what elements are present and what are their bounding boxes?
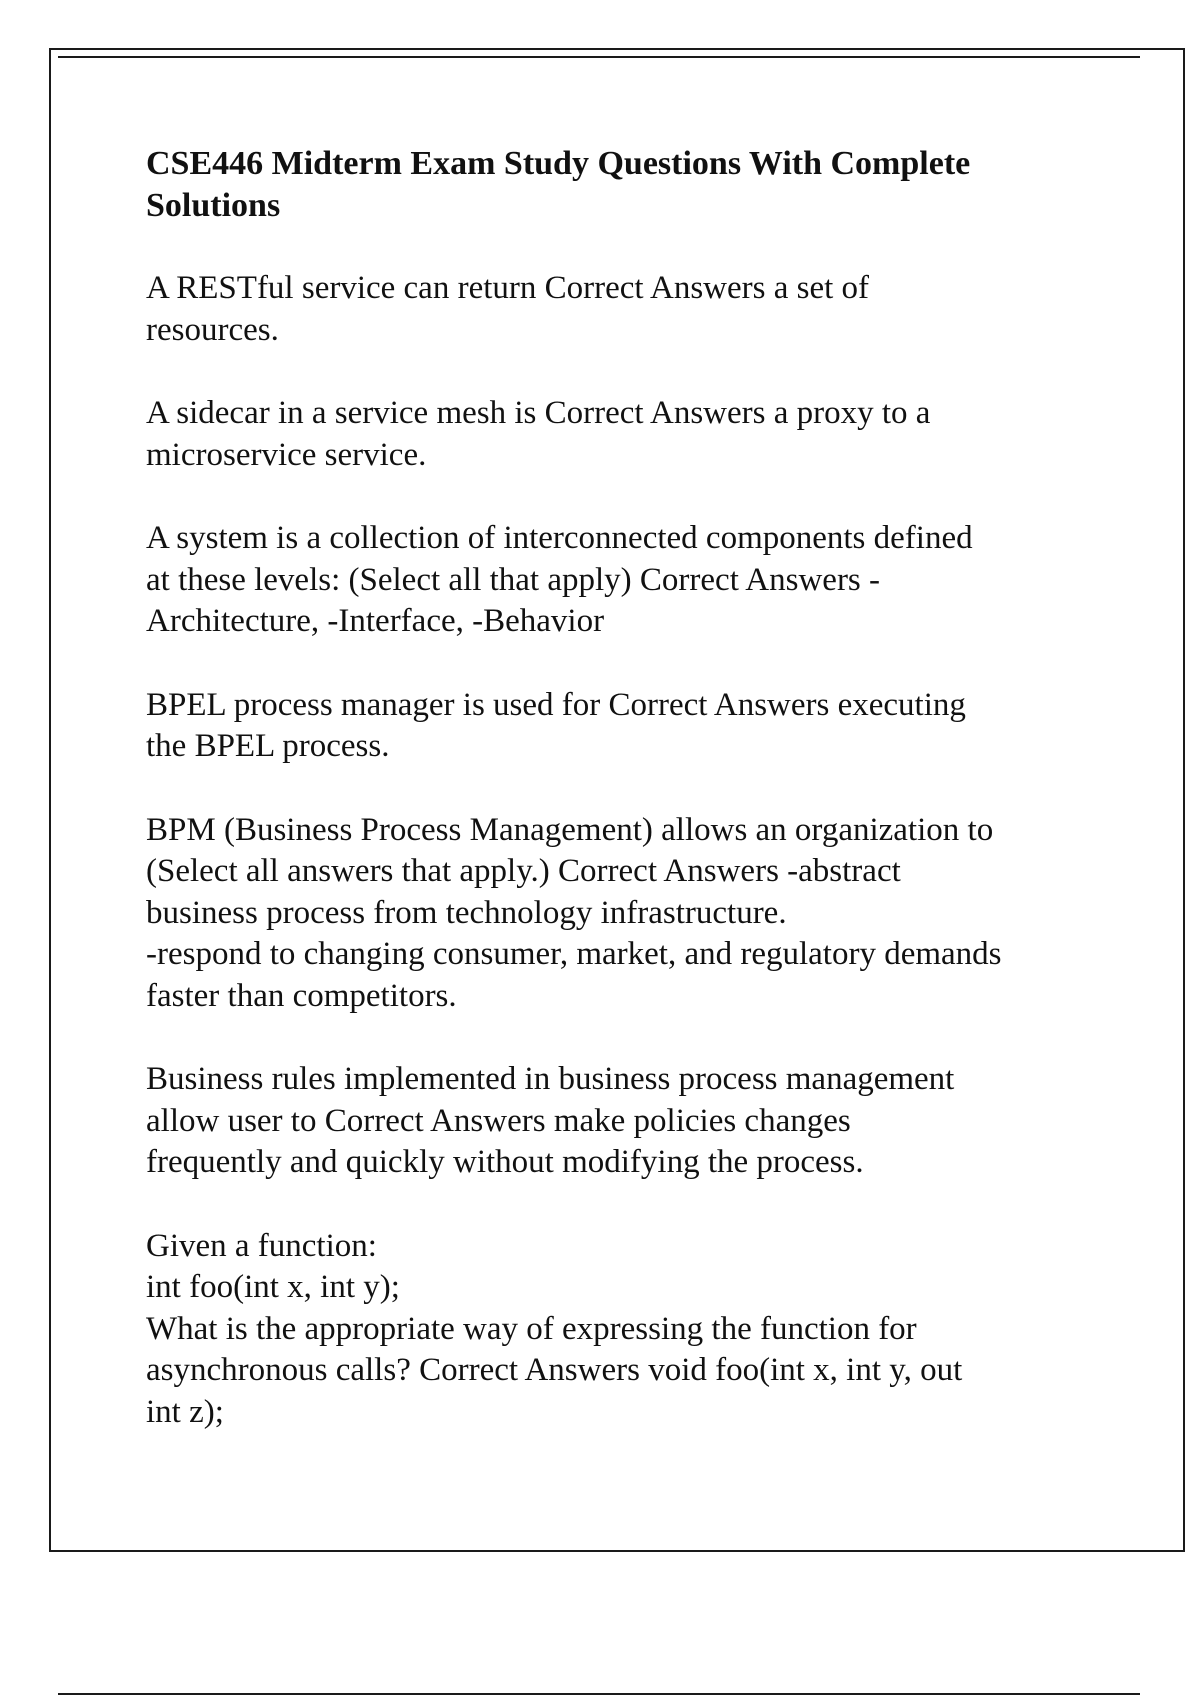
qa-item-restful: A RESTful service can return Correct Answers a set of resources.: [146, 270, 870, 348]
document-body: [146, 143, 1106, 1475]
qa-item-bpel: BPEL process manager is used for Correct Answers executing the BPEL process.: [146, 686, 966, 764]
qa-item-system-levels: A system is a collection of interconnected components defined at these levels: (Select all that apply) Correct Answers - Architecture, -Interface, -Behavior: [146, 520, 973, 639]
document-title: CSE446 Midterm Exam Study Questions With Complete Solutions: [146, 145, 971, 224]
qa-item-sidecar: A sidecar in a service mesh is Correct Answers a proxy to a microservice service.: [146, 395, 931, 473]
qa-item-business-rules: Business rules implemented in business process management allow user to Correct Answers make policies changes frequently and quickly without modifying the process.: [146, 1061, 955, 1180]
top-rule: [58, 56, 1140, 58]
qa-item-bpm: BPM (Business Process Management) allows an organization to (Select all answers that apply.) Correct Answers -abstract business process from technology infrastructure. -respond to changing consumer, market, and regulatory demands faster than competitors.: [146, 811, 1002, 1014]
bottom-rule: [58, 1693, 1140, 1695]
qa-item-async-function: Given a function: int foo(int x, int y); What is the appropriate way of expressing the function for asynchronous calls? Correct Answers void foo(int x, int y, out int z);: [146, 1227, 963, 1430]
